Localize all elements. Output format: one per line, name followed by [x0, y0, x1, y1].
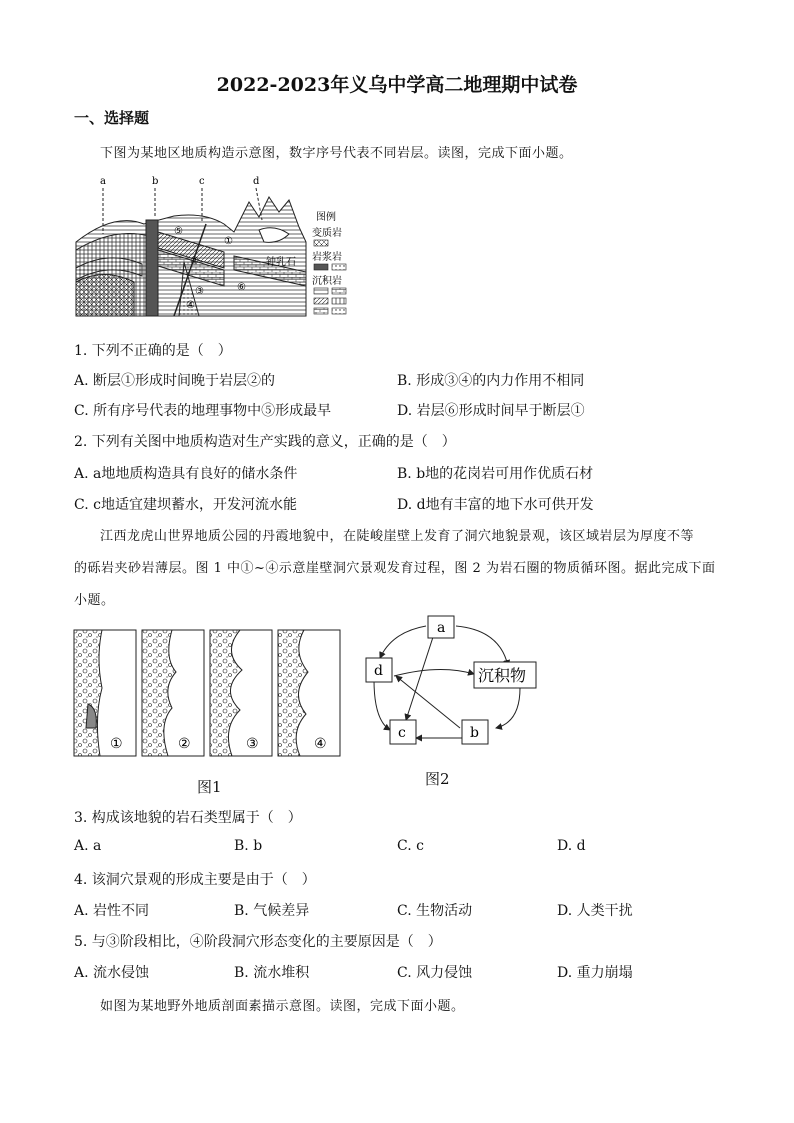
- legend-metamorphic: 变质岩: [312, 228, 342, 239]
- top-labels: [100, 176, 260, 187]
- legend-sedimentary: 沉积岩: [312, 276, 342, 287]
- figure-2-caption: 图2: [425, 770, 450, 788]
- q1-option-a[interactable]: A. 断层①形成时间晚于岩层②的: [74, 373, 276, 389]
- question-1: 1. 下列不正确的是（ ）: [74, 343, 232, 359]
- intro-paragraph-2-line-3: 小题。: [74, 593, 115, 608]
- q5-option-b[interactable]: B. 流水堆积: [234, 965, 310, 981]
- label-c: c: [199, 176, 205, 187]
- question-4: 4. 该洞穴景观的形成主要是由于（ ）: [74, 872, 316, 888]
- q4-option-b[interactable]: B. 气候差异: [234, 903, 310, 919]
- node-sediment-label: 沉积物: [478, 666, 527, 685]
- q1-option-d[interactable]: D. 岩层⑥形成时间早于断层①: [397, 403, 585, 419]
- panel-2: [142, 630, 204, 756]
- node-c-label: c: [398, 725, 406, 741]
- q3-option-d[interactable]: D. d: [557, 838, 586, 854]
- legend-igneous: 岩浆岩: [312, 252, 342, 263]
- q2-option-a[interactable]: A. a地地质构造具有良好的储水条件: [74, 466, 298, 482]
- q2-option-c[interactable]: C. c地适宜建坝蓄水，开发河流水能: [74, 497, 297, 513]
- node-b-label: b: [470, 725, 479, 741]
- section-heading: 一、选择题: [74, 109, 150, 127]
- panel-4: [278, 630, 340, 756]
- stalactite-label: 钟乳石: [266, 257, 296, 268]
- layer-1: ①: [224, 236, 233, 247]
- cave-development-panels: [72, 628, 348, 760]
- q2-option-d[interactable]: D. d地有丰富的地下水可供开发: [397, 497, 594, 513]
- layer-4: ④: [186, 300, 195, 311]
- label-b: b: [152, 176, 159, 187]
- intro-paragraph-3: 如图为某地野外地质剖面素描示意图。读图，完成下面小题。: [100, 999, 465, 1014]
- label-d: d: [253, 176, 260, 187]
- node-a-label: a: [437, 620, 446, 636]
- rock-cycle-diagram: [360, 612, 550, 752]
- q4-option-c[interactable]: C. 生物活动: [397, 903, 473, 919]
- panel-1-label: ①: [110, 736, 123, 752]
- q3-option-a[interactable]: A. a: [74, 838, 102, 854]
- intro-paragraph-2-line-2: 的砾岩夹砂岩薄层。图 1 中①~④示意崖壁洞穴景观发育过程，图 2 为岩石圈的物质循环图。据此完成下面: [74, 561, 716, 576]
- legend: [312, 210, 346, 314]
- page-title: 2022-2023年义乌中学高二地理期中试卷: [216, 74, 578, 96]
- panel-4-label: ④: [314, 736, 327, 752]
- layer-6: ⑥: [237, 282, 246, 293]
- q5-option-d[interactable]: D. 重力崩塌: [557, 965, 633, 981]
- panel-2-label: ②: [178, 736, 191, 752]
- layer-5: ⑤: [174, 226, 183, 237]
- layer-2: ②: [190, 256, 199, 267]
- q5-option-a[interactable]: A. 流水侵蚀: [74, 965, 150, 981]
- q1-option-b[interactable]: B. 形成③④的内力作用不相同: [397, 373, 585, 389]
- panel-3-label: ③: [246, 736, 259, 752]
- intro-paragraph-1: 下图为某地区地质构造示意图，数字序号代表不同岩层。读图，完成下面小题。: [100, 146, 573, 161]
- q5-option-c[interactable]: C. 风力侵蚀: [397, 965, 473, 981]
- question-5: 5. 与③阶段相比，④阶段洞穴形态变化的主要原因是（ ）: [74, 934, 442, 950]
- q3-option-c[interactable]: C. c: [397, 838, 424, 854]
- q4-option-a[interactable]: A. 岩性不同: [74, 903, 150, 919]
- q2-option-b[interactable]: B. b地的花岗岩可用作优质石材: [397, 466, 594, 482]
- question-3: 3. 构成该地貌的岩石类型属于（ ）: [74, 810, 302, 826]
- label-a: a: [100, 176, 106, 187]
- q4-option-d[interactable]: D. 人类干扰: [557, 903, 633, 919]
- q1-option-c[interactable]: C. 所有序号代表的地理事物中⑤形成最早: [74, 403, 332, 419]
- question-2: 2. 下列有关图中地质构造对生产实践的意义，正确的是（ ）: [74, 434, 456, 450]
- geologic-structure-diagram: [74, 172, 356, 320]
- legend-title: 图例: [316, 212, 336, 223]
- panel-3: [210, 630, 272, 756]
- q3-option-b[interactable]: B. b: [234, 838, 263, 854]
- figure-1-caption: 图1: [197, 778, 222, 796]
- layer-3: ③: [195, 286, 204, 297]
- panel-1: [74, 630, 136, 756]
- intro-paragraph-2-line-1: 江西龙虎山世界地质公园的丹霞地貌中，在陡峻崖壁上发育了洞穴地貌景观，该区域岩层为厚度不等: [100, 529, 695, 544]
- node-d-label: d: [374, 663, 383, 679]
